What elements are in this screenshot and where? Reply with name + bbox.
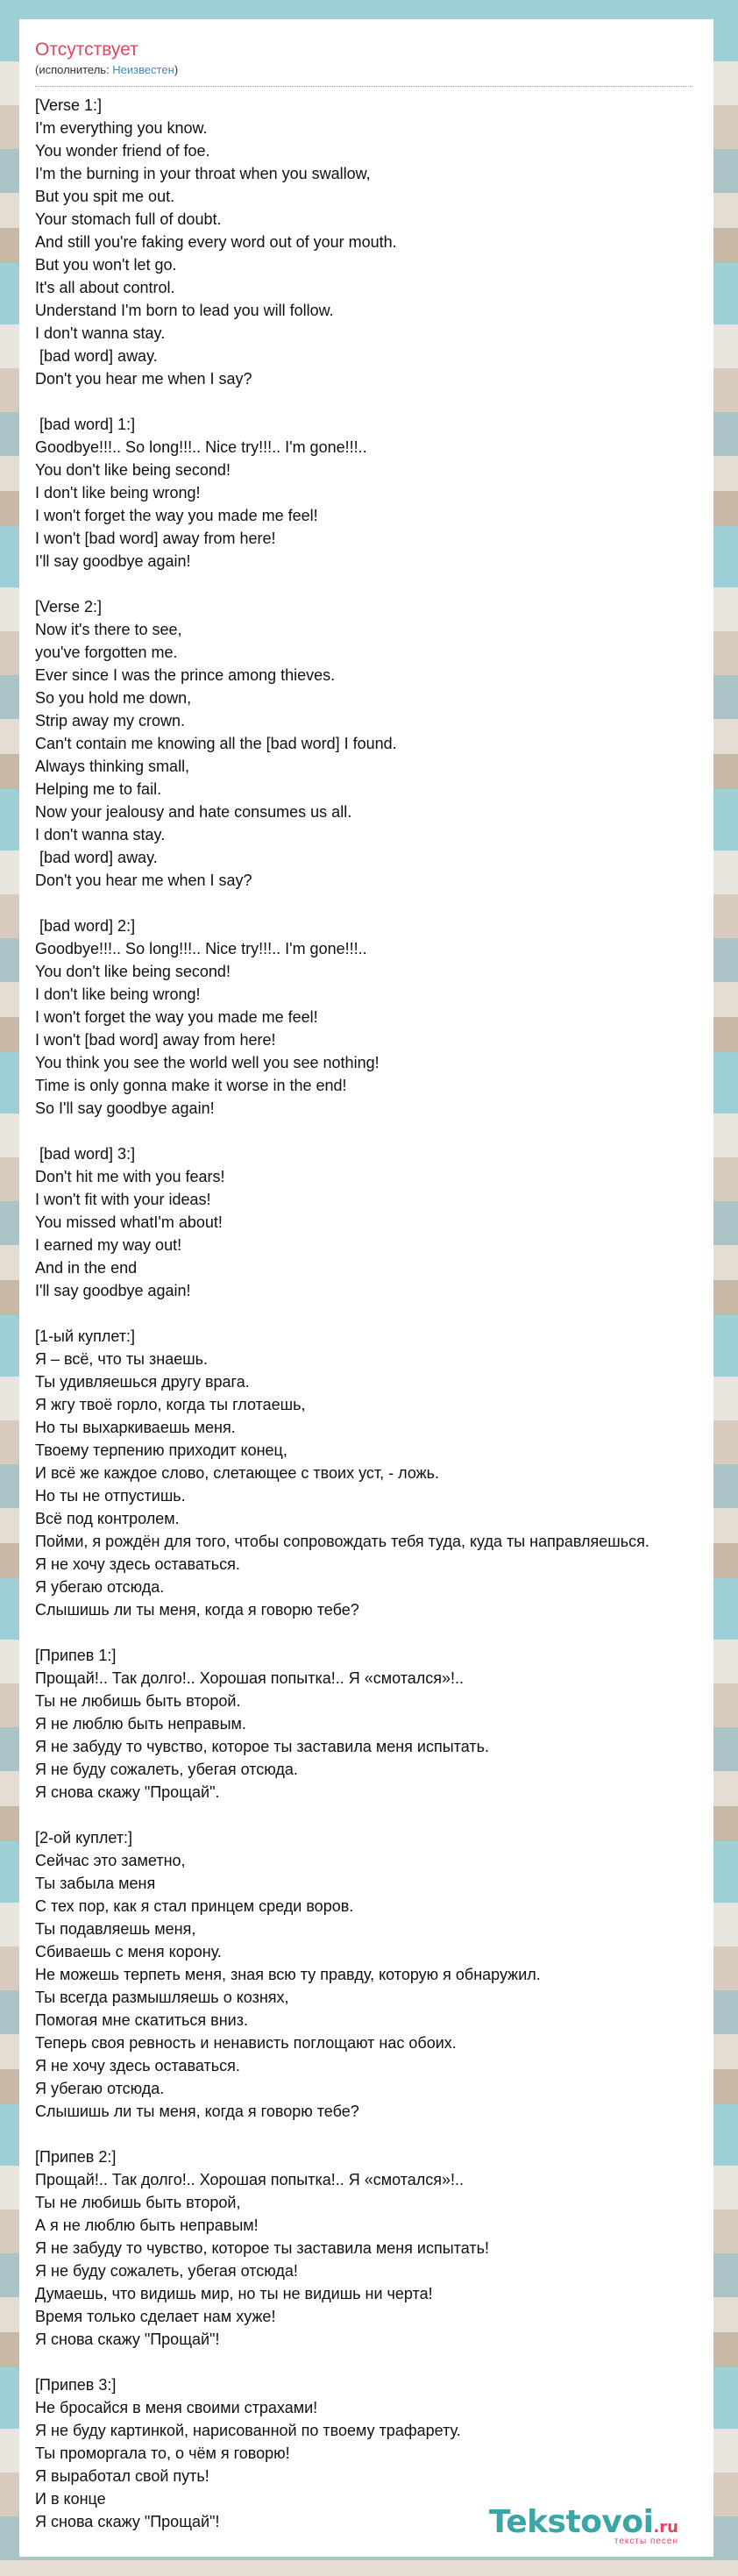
- lyric-line: I don't wanna stay.: [35, 826, 166, 843]
- lyric-line: But you spit me out.: [35, 188, 175, 205]
- logo-tagline: тексты песен: [614, 2537, 678, 2546]
- lyrics-body: [35, 94, 713, 2533]
- lyric-line: Пойми, я рождён для того, чтобы сопровождать тебя туда, куда ты направляешься.: [35, 1533, 649, 1550]
- lyric-line: Я не забуду то чувство, которое ты заставила меня испытать!: [35, 2239, 489, 2257]
- lyric-line: Я не хочу здесь оставаться.: [35, 1555, 240, 1573]
- lyric-line: And still you're faking every word out of your mouth.: [35, 233, 397, 251]
- lyric-line: Время только сделает нам хуже!: [35, 2308, 276, 2325]
- lyric-line: Слышишь ли ты меня, когда я говорю тебе?: [35, 2103, 359, 2120]
- lyric-line: [bad word] away.: [35, 347, 158, 365]
- lyric-line: Слышишь ли ты меня, когда я говорю тебе?: [35, 1601, 359, 1619]
- lyric-line: Я – всё, что ты знаешь.: [35, 1350, 209, 1368]
- song-title: Отсутствует: [35, 39, 138, 60]
- logo-name: Tekstovoi: [488, 2504, 654, 2540]
- lyric-line: [bad word] 3:]: [35, 1145, 136, 1163]
- lyric-line: И в конце: [35, 2490, 106, 2508]
- lyric-line: Ты удивляешься другу врага.: [35, 1373, 250, 1391]
- lyric-line: I'm the burning in your throat when you swallow,: [35, 165, 371, 182]
- lyric-line: But you won't let go.: [35, 256, 177, 274]
- lyric-line: Now it's there to see,: [35, 621, 182, 638]
- lyric-line: So I'll say goodbye again!: [35, 1099, 215, 1117]
- lyric-line: Прощай!.. Так долго!.. Хорошая попытка!.. Я «смотался»!..: [35, 2171, 465, 2188]
- lyric-line: Но ты выхаркиваешь меня.: [35, 1419, 236, 1436]
- lyric-line: Can't contain me knowing all the [bad word] I found.: [35, 735, 397, 752]
- artist-suffix: ): [174, 63, 179, 76]
- lyric-line: [Припев 1:]: [35, 1647, 117, 1664]
- lyric-line: So you hold me down,: [35, 689, 192, 707]
- lyric-line: Я снова скажу "Прощай".: [35, 1783, 220, 1801]
- lyric-line: Я не буду сожалеть, убегая отсюда.: [35, 1761, 298, 1778]
- lyric-line: И всё же каждое слово, слетающее с твоих уст, - ложь.: [35, 1464, 440, 1482]
- lyric-line: Goodbye!!!.. So long!!!.. Nice try!!!.. I'm gone!!!..: [35, 438, 367, 456]
- lyric-line: [Припев 3:]: [35, 2376, 117, 2394]
- lyrics-page: [19, 19, 713, 2557]
- lyric-line: Не бросайся в меня своими страхами!: [35, 2399, 318, 2416]
- lyric-line: I won't forget the way you made me feel!: [35, 507, 318, 524]
- lyric-line: I'll say goodbye again!: [35, 1282, 191, 1299]
- lyric-line: I don't wanna stay.: [35, 324, 166, 342]
- lyric-line: I don't like being wrong!: [35, 986, 201, 1003]
- lyric-line: Я снова скажу "Прощай"!: [35, 2513, 220, 2530]
- artist-link[interactable]: Неизвестен: [112, 63, 174, 76]
- lyric-line: [Verse 1:]: [35, 96, 103, 114]
- lyric-line: Я не люблю быть неправым.: [35, 1715, 246, 1733]
- lyric-line: Я убегаю отсюда.: [35, 2080, 165, 2097]
- lyric-line: Я выработал свой путь!: [35, 2467, 209, 2485]
- lyric-line: I won't forget the way you made me feel!: [35, 1008, 318, 1026]
- lyric-line: Я снова скажу "Прощай"!: [35, 2330, 220, 2348]
- lyric-line: Сбиваешь с меня корону.: [35, 1943, 222, 1960]
- lyric-line: Always thinking small,: [35, 758, 190, 775]
- site-logo[interactable]: [489, 2504, 678, 2546]
- lyric-line: [35, 1804, 713, 1826]
- lyric-line: Ты не любишь быть второй,: [35, 2194, 241, 2211]
- lyric-line: [bad word] away.: [35, 849, 158, 866]
- lyric-line: [35, 1120, 713, 1142]
- lyric-line: I won't fit with your ideas!: [35, 1191, 211, 1208]
- lyric-line: Я не буду сожалеть, убегая отсюда!: [35, 2262, 298, 2280]
- lyric-line: Я не забуду то чувство, которое ты заставила меня испытать.: [35, 1738, 489, 1755]
- lyric-line: I don't like being wrong!: [35, 484, 201, 502]
- lyric-line: Time is only gonna make it worse in the end!: [35, 1077, 347, 1094]
- lyric-line: Помогая мне скатиться вниз.: [35, 2011, 248, 2029]
- lyric-line: you've forgotten me.: [35, 644, 178, 661]
- lyric-line: Ты не любишь быть второй.: [35, 1692, 241, 1710]
- lyric-line: You missed whatI'm about!: [35, 1213, 223, 1231]
- logo-tld: .ru: [653, 2518, 678, 2537]
- lyric-line: Your stomach full of doubt.: [35, 210, 222, 228]
- lyric-line: [Припев 2:]: [35, 2148, 117, 2166]
- lyric-line: Сейчас это заметно,: [35, 1852, 186, 1869]
- lyric-line: [35, 2123, 713, 2145]
- lyric-line: I won't [bad word] away from here!: [35, 530, 276, 547]
- lyric-line: [bad word] 2:]: [35, 917, 136, 935]
- divider: [35, 86, 692, 87]
- lyric-line: Всё под контролем.: [35, 1510, 180, 1527]
- lyric-line: [35, 1302, 713, 1325]
- artist-line: [35, 63, 713, 77]
- lyric-line: [1-ый куплет:]: [35, 1327, 135, 1345]
- lyric-line: Прощай!.. Так долго!.. Хорошая попытка!.. Я «смотался»!..: [35, 1669, 465, 1687]
- lyric-line: Ты всегда размышляешь о кознях,: [35, 1989, 289, 2006]
- lyric-line: [35, 892, 713, 914]
- lyric-line: [2-ой куплет:]: [35, 1829, 133, 1847]
- lyric-line: [bad word] 1:]: [35, 416, 136, 433]
- lyric-line: Don't you hear me when I say?: [35, 872, 252, 889]
- lyric-line: Я убегаю отсюда.: [35, 1578, 165, 1596]
- artist-prefix: (исполнитель:: [35, 63, 113, 76]
- lyric-line: [35, 573, 713, 595]
- lyric-line: Я не хочу здесь оставаться.: [35, 2057, 240, 2074]
- lyric-line: You wonder friend of foe.: [35, 142, 210, 160]
- lyric-line: Я не буду картинкой, нарисованной по твоему трафарету.: [35, 2422, 461, 2439]
- lyric-line: [Verse 2:]: [35, 598, 103, 616]
- lyric-line: Но ты не отпустишь.: [35, 1487, 186, 1505]
- lyric-line: Helping me to fail.: [35, 780, 162, 798]
- lyric-line: Ever since I was the prince among thieves.: [35, 666, 336, 684]
- lyric-line: Understand I'm born to lead you will follow.: [35, 302, 334, 319]
- lyric-line: I'll say goodbye again!: [35, 552, 191, 570]
- lyric-line: [35, 1621, 713, 1644]
- lyric-line: You don't like being second!: [35, 461, 231, 479]
- lyric-line: It's all about control.: [35, 279, 175, 296]
- lyric-line: You don't like being second!: [35, 963, 231, 980]
- lyric-line: And in the end: [35, 1259, 138, 1277]
- lyric-line: Я жгу твоё горло, когда ты глотаешь,: [35, 1396, 306, 1413]
- lyric-line: [35, 390, 713, 413]
- lyric-line: А я не люблю быть неправым!: [35, 2217, 259, 2234]
- lyric-line: [35, 2351, 713, 2373]
- lyric-line: I won't [bad word] away from here!: [35, 1031, 276, 1049]
- lyric-line: Goodbye!!!.. So long!!!.. Nice try!!!.. I'm gone!!!..: [35, 940, 367, 957]
- lyric-line: Ты забыла меня: [35, 1875, 156, 1892]
- lyric-line: You think you see the world well you see nothing!: [35, 1054, 380, 1071]
- lyric-line: I earned my way out!: [35, 1236, 182, 1254]
- lyric-line: Думаешь, что видишь мир, но ты не видишь ни черта!: [35, 2285, 433, 2302]
- lyric-line: Твоему терпению приходит конец,: [35, 1441, 287, 1459]
- lyric-line: I'm everything you know.: [35, 119, 208, 137]
- lyric-line: Now your jealousy and hate consumes us all.: [35, 803, 352, 821]
- lyric-line: Ты подавляешь меня,: [35, 1920, 196, 1938]
- lyric-line: Don't hit me with you fears!: [35, 1168, 225, 1185]
- lyric-line: Теперь своя ревность и ненависть поглощают нас обоих.: [35, 2034, 457, 2052]
- lyric-line: Don't you hear me when I say?: [35, 370, 252, 388]
- lyric-line: Ты проморгала то, о чём я говорю!: [35, 2444, 290, 2462]
- lyric-line: Не можешь терпеть меня, зная всю ту правду, которую я обнаружил.: [35, 1966, 541, 1983]
- lyric-line: С тех пор, как я стал принцем среди воров.: [35, 1897, 354, 1915]
- lyric-line: Strip away my crown.: [35, 712, 186, 729]
